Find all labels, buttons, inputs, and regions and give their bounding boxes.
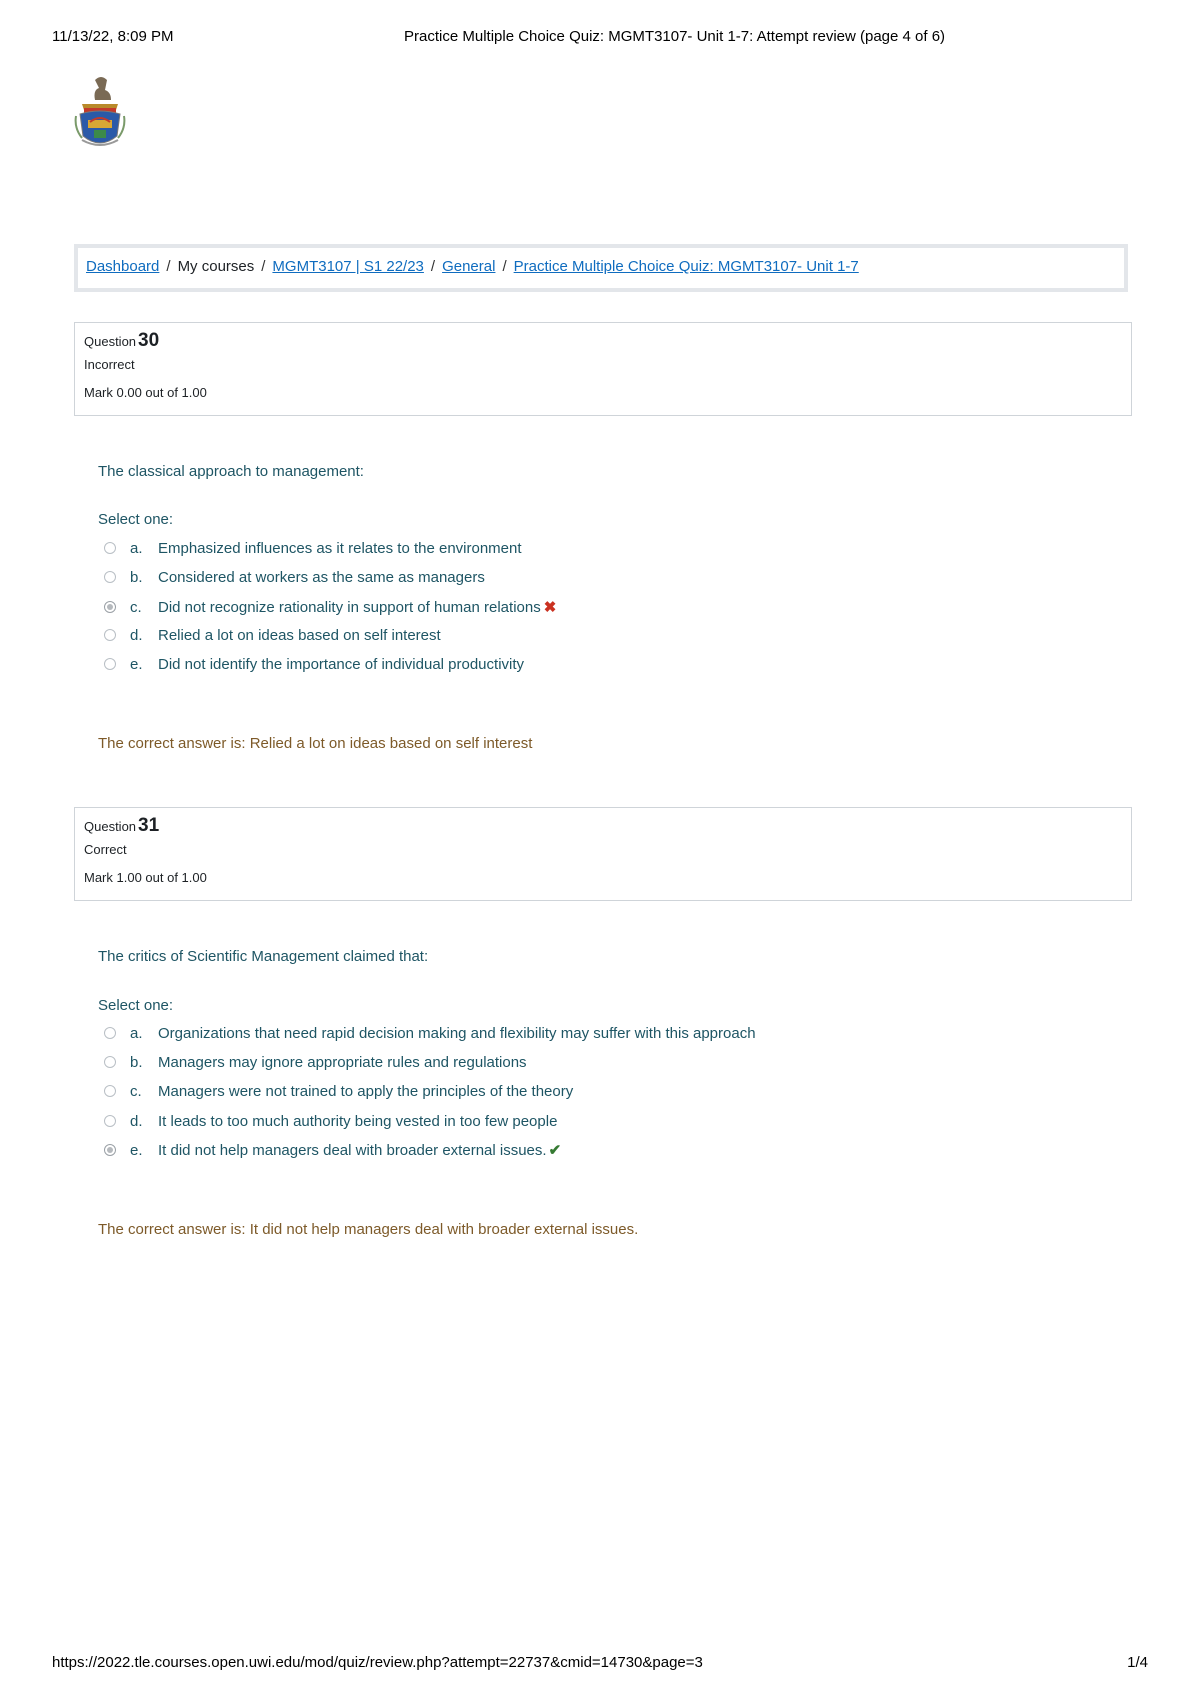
breadcrumb-separator: / xyxy=(261,258,266,275)
radio-unchecked[interactable] xyxy=(104,1085,116,1097)
option-text: Considered at workers as the same as managers xyxy=(158,569,485,586)
question-31-option-e[interactable] xyxy=(104,1141,561,1163)
question-30-option-c[interactable] xyxy=(104,598,556,620)
question-31-info xyxy=(74,807,1132,901)
question-number-value: 30 xyxy=(138,330,160,351)
question-31-prompt: Select one: xyxy=(98,997,174,1014)
question-30-option-b[interactable] xyxy=(104,569,485,591)
breadcrumb-separator: / xyxy=(430,258,436,275)
question-number xyxy=(84,331,1122,352)
print-doc-title: Practice Multiple Choice Quiz: MGMT3107- Unit 1-7: Attempt review (page 4 of 6) xyxy=(404,28,946,45)
option-letter: c. xyxy=(130,599,142,616)
print-datetime: 11/13/22, 8:09 PM xyxy=(52,28,174,45)
print-footer xyxy=(52,1654,1148,1676)
radio-unchecked[interactable] xyxy=(104,542,116,554)
question-31-option-a[interactable] xyxy=(104,1025,756,1047)
radio-unchecked[interactable] xyxy=(104,1027,116,1039)
breadcrumb-course-link[interactable]: MGMT3107 | S1 22/23 xyxy=(272,258,424,275)
option-text: Managers may ignore appropriate rules and regulations xyxy=(158,1054,527,1071)
option-text: Organizations that need rapid decision making and flexibility may suffer with this approach xyxy=(158,1025,756,1042)
correct-check-icon: ✔ xyxy=(548,1142,562,1159)
breadcrumb-general-link[interactable]: General xyxy=(442,258,496,275)
question-label: Question xyxy=(84,334,137,349)
option-letter: a. xyxy=(130,540,143,557)
option-letter: e. xyxy=(130,656,143,673)
print-url: https://2022.tle.courses.open.uwi.edu/mod/quiz/review.php?attempt=22737&cmid=14730&page=3 xyxy=(52,1654,703,1671)
question-30-info xyxy=(74,322,1132,416)
question-30-option-a[interactable] xyxy=(104,540,522,562)
radio-unchecked[interactable] xyxy=(104,571,116,583)
option-text: It leads to too much authority being vested in too few people xyxy=(158,1113,558,1130)
breadcrumb-dashboard-link[interactable]: Dashboard xyxy=(86,258,160,275)
question-number-value: 31 xyxy=(138,815,160,836)
question-31-option-b[interactable] xyxy=(104,1054,527,1076)
university-crest-icon[interactable] xyxy=(72,74,128,152)
option-text: Emphasized influences as it relates to the environment xyxy=(158,540,522,557)
question-30-option-d[interactable] xyxy=(104,627,441,649)
breadcrumb-quiz-link[interactable]: Practice Multiple Choice Quiz: MGMT3107- Unit 1-7 xyxy=(513,258,859,275)
question-31-text: The critics of Scientific Management claimed that: xyxy=(98,948,429,965)
option-text: Did not recognize rationality in support of human relations xyxy=(158,599,541,616)
question-grade: Mark 1.00 out of 1.00 xyxy=(84,870,207,885)
radio-unchecked[interactable] xyxy=(104,1056,116,1068)
question-31-option-c[interactable] xyxy=(104,1083,573,1105)
option-letter: b. xyxy=(130,1054,143,1071)
question-30-option-e[interactable] xyxy=(104,656,524,678)
question-label: Question xyxy=(84,819,137,834)
breadcrumb-my-courses: My courses xyxy=(177,258,255,275)
question-number xyxy=(84,816,1122,837)
option-letter: b. xyxy=(130,569,143,586)
question-grade: Mark 0.00 out of 1.00 xyxy=(84,385,207,400)
option-letter: a. xyxy=(130,1025,143,1042)
question-30-text: The classical approach to management: xyxy=(98,463,364,480)
option-text: Managers were not trained to apply the principles of the theory xyxy=(158,1083,574,1100)
question-30-feedback: The correct answer is: Relied a lot on ideas based on self interest xyxy=(98,735,533,752)
question-30-prompt: Select one: xyxy=(98,511,174,528)
print-header xyxy=(52,28,1148,50)
radio-unchecked[interactable] xyxy=(104,629,116,641)
option-letter: d. xyxy=(130,627,143,644)
radio-checked[interactable] xyxy=(104,1144,116,1156)
breadcrumb-separator: / xyxy=(502,258,507,275)
question-31-feedback: The correct answer is: It did not help managers deal with broader external issues. xyxy=(98,1221,639,1238)
radio-unchecked[interactable] xyxy=(104,1115,116,1127)
radio-unchecked[interactable] xyxy=(104,658,116,670)
option-letter: d. xyxy=(130,1113,143,1130)
radio-checked[interactable] xyxy=(104,601,116,613)
option-letter: c. xyxy=(130,1083,142,1100)
question-state: Incorrect xyxy=(84,357,135,372)
breadcrumb-separator: / xyxy=(166,258,171,275)
print-page-number: 1/4 xyxy=(1127,1654,1148,1671)
breadcrumb xyxy=(74,244,1128,292)
option-text: Relied a lot on ideas based on self interest xyxy=(158,627,441,644)
incorrect-x-icon: ✖ xyxy=(543,599,557,616)
option-text: It did not help managers deal with broader external issues. xyxy=(158,1142,547,1159)
option-text: Did not identify the importance of individual productivity xyxy=(158,656,525,673)
question-state: Correct xyxy=(84,842,127,857)
question-31-option-d[interactable] xyxy=(104,1113,557,1135)
option-letter: e. xyxy=(130,1142,143,1159)
